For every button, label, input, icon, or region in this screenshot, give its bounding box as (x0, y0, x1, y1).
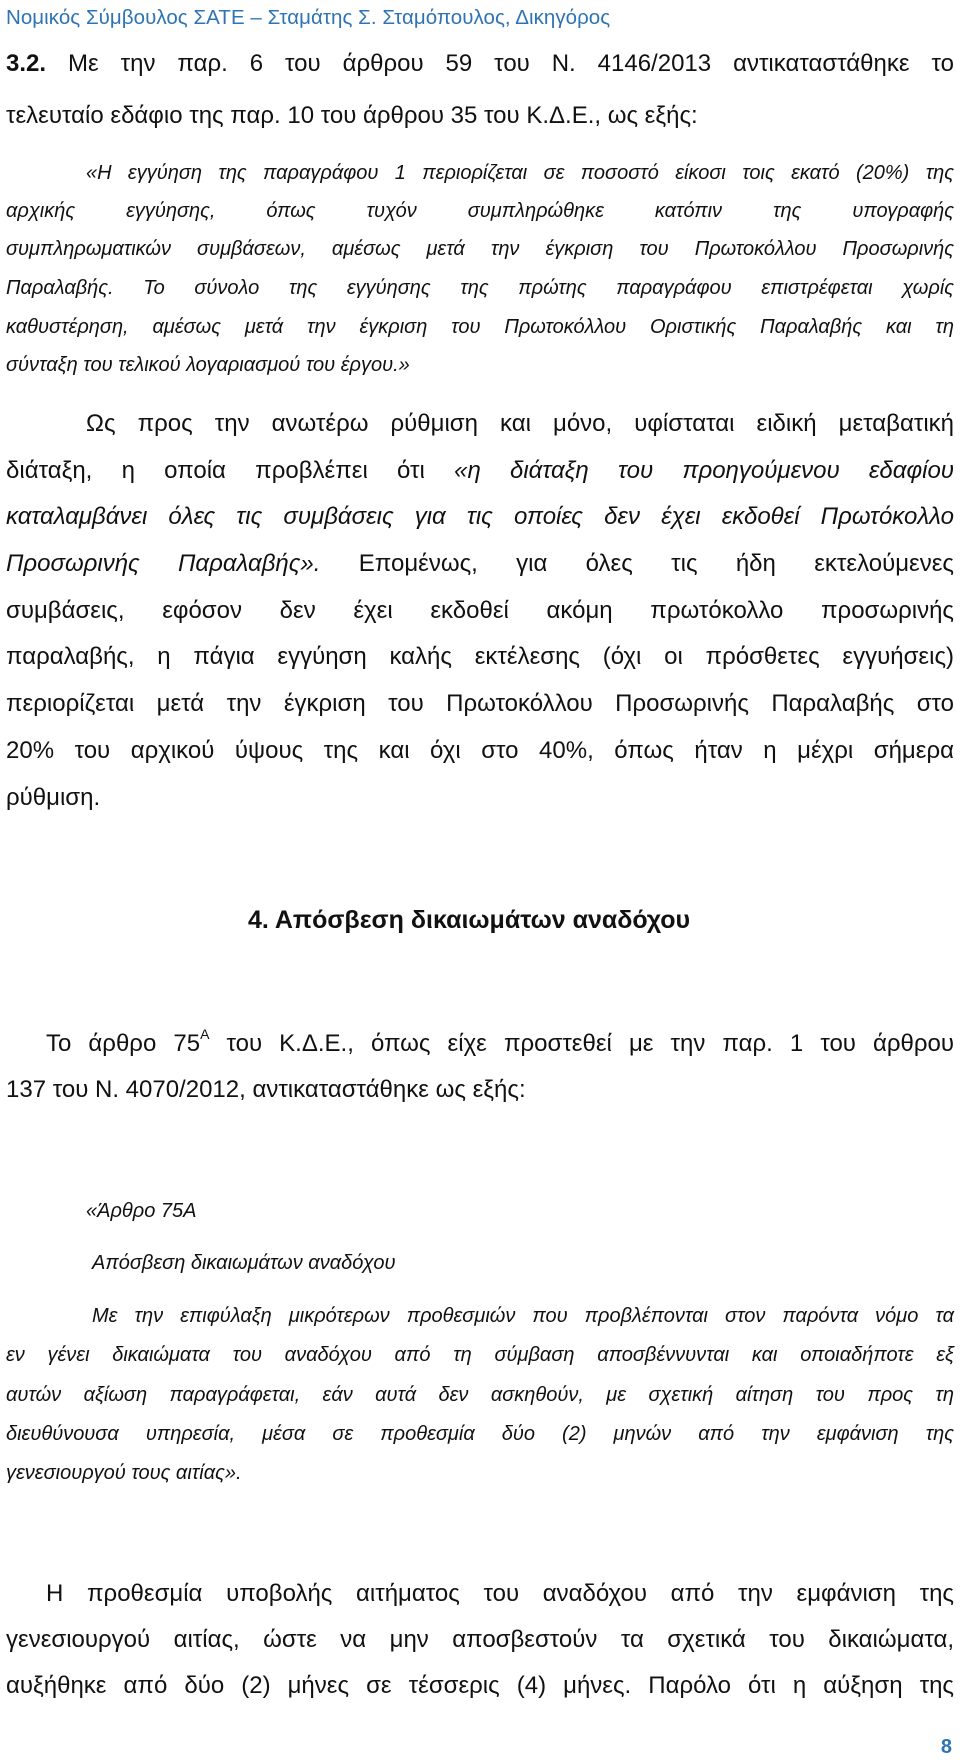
para1-line-6: παραλαβής, η πάγια εγγύηση καλής εκτέλεσης (όχι οι πρόσθετες εγγυήσεις) (6, 643, 954, 670)
running-header: Νομικός Σύμβουλος ΣΑΤΕ – Σταμάτης Σ. Σταμόπουλος, Δικηγόρος (6, 6, 611, 29)
quote2-article: «Άρθρο 75Α (86, 1200, 197, 1222)
quote2-line-5: γενεσιουργού τους αιτίας». (6, 1462, 242, 1484)
para1-line-1: Ως προς την ανωτέρω ρύθμιση και μόνο, υφίσταται ειδική μεταβατική (86, 410, 954, 437)
para3-line-2: γενεσιουργού αιτίας, ώστε να μην αποσβεστούν τα σχετικά του δικαιώματα, (6, 1626, 954, 1653)
quote1-line-5: καθυστέρηση, αμέσως μετά την έγκριση του Πρωτοκόλλου Οριστικής Παραλαβής και τη (6, 316, 954, 338)
quote2-line-4: διευθύνουσα υπηρεσία, μέσα σε προθεσμία δύο (2) μηνών από την εμφάνιση της (6, 1423, 954, 1445)
section-heading-4: 4. Απόσβεση δικαιωμάτων αναδόχου (248, 906, 691, 934)
quote1-line-4: Παραλαβής. Το σύνολο της εγγύησης της πρώτης παραγράφου επιστρέφεται χωρίς (6, 277, 954, 299)
quote2-line-2: εν γένει δικαιώματα του αναδόχου από τη σύμβαση αποσβέννυνται και οποιαδήποτε εξ (6, 1344, 954, 1366)
para1-line-8: 20% του αρχικού ύψους της και όχι στο 40%, όπως ήταν η μέχρι σήμερα (6, 737, 954, 764)
quote2-line-1: Με την επιφύλαξη μικρότερων προθεσμιών που προβλέπονται στον παρόντα νόμο τα (92, 1305, 954, 1327)
para3-line-1: Η προθεσμία υποβολής αιτήματος του αναδόχου από την εμφάνιση της (46, 1580, 954, 1607)
para1-line-3: καταλαμβάνει όλες τις συμβάσεις για τις οποίες δεν έχει εκδοθεί Πρωτόκολλο (6, 503, 954, 530)
quote2-title: Απόσβεση δικαιωμάτων αναδόχου (92, 1252, 396, 1274)
para1-line-9: ρύθμιση. (6, 784, 101, 811)
section-3-2-line-1: 3.2. Με την παρ. 6 του άρθρου 59 του Ν. 4146/2013 αντικαταστάθηκε το (6, 50, 955, 77)
quote2-line-3: αυτών αξίωση παραγράφεται, εάν αυτά δεν ασκηθούν, με σχετική αίτηση του προς τη (6, 1384, 954, 1406)
para2-line-2: 137 του Ν. 4070/2012, αντικαταστάθηκε ως εξής: (6, 1076, 526, 1103)
para2-line-1: Το άρθρο $75^A$ του Κ.Δ.Ε., όπως είχε προστεθεί με την παρ. 1 του άρθρου (46, 1026, 954, 1057)
para3-line-3: αυξήθηκε από δύο (2) μήνες σε τέσσερις (4) μήνες. Παρόλο ότι η αύξηση της (6, 1672, 954, 1699)
quote1-line-2: αρχικής εγγύησης, όπως τυχόν συμπληρώθηκε κατόπιν της υπογραφής (6, 200, 954, 222)
page-number: 8 (940, 1736, 952, 1758)
para1-line-4: Προσωρινής Παραλαβής». Επομένως, για όλες τις ήδη εκτελούμενες (6, 550, 954, 577)
para1-line-2: διάταξη, η οποία προβλέπει ότι «η διάταξη του προηγούμενου εδαφίου (6, 457, 954, 484)
para1-line-7: περιορίζεται μετά την έγκριση του Πρωτοκόλλου Προσωρινής Παραλαβής στο (6, 690, 954, 717)
quote1-line-3: συμπληρωματικών συμβάσεων, αμέσως μετά την έγκριση του Πρωτοκόλλου Προσωρινής (6, 238, 954, 260)
quote1-line-1: «Η εγγύηση της παραγράφου 1 περιορίζεται σε ποσοστό είκοσι τοις εκατό (20%) της (86, 162, 954, 184)
section-3-2-line-2: τελευταίο εδάφιο της παρ. 10 του άρθρου 35 του Κ.Δ.Ε., ως εξής: (6, 102, 698, 129)
quote1-line-6: σύνταξη του τελικού λογαριασμού του έργου.» (6, 354, 410, 376)
section-number: 3.2. (6, 50, 47, 77)
para1-line-5: συμβάσεις, εφόσον δεν έχει εκδοθεί ακόμη πρωτόκολλο προσωρινής (6, 597, 954, 624)
